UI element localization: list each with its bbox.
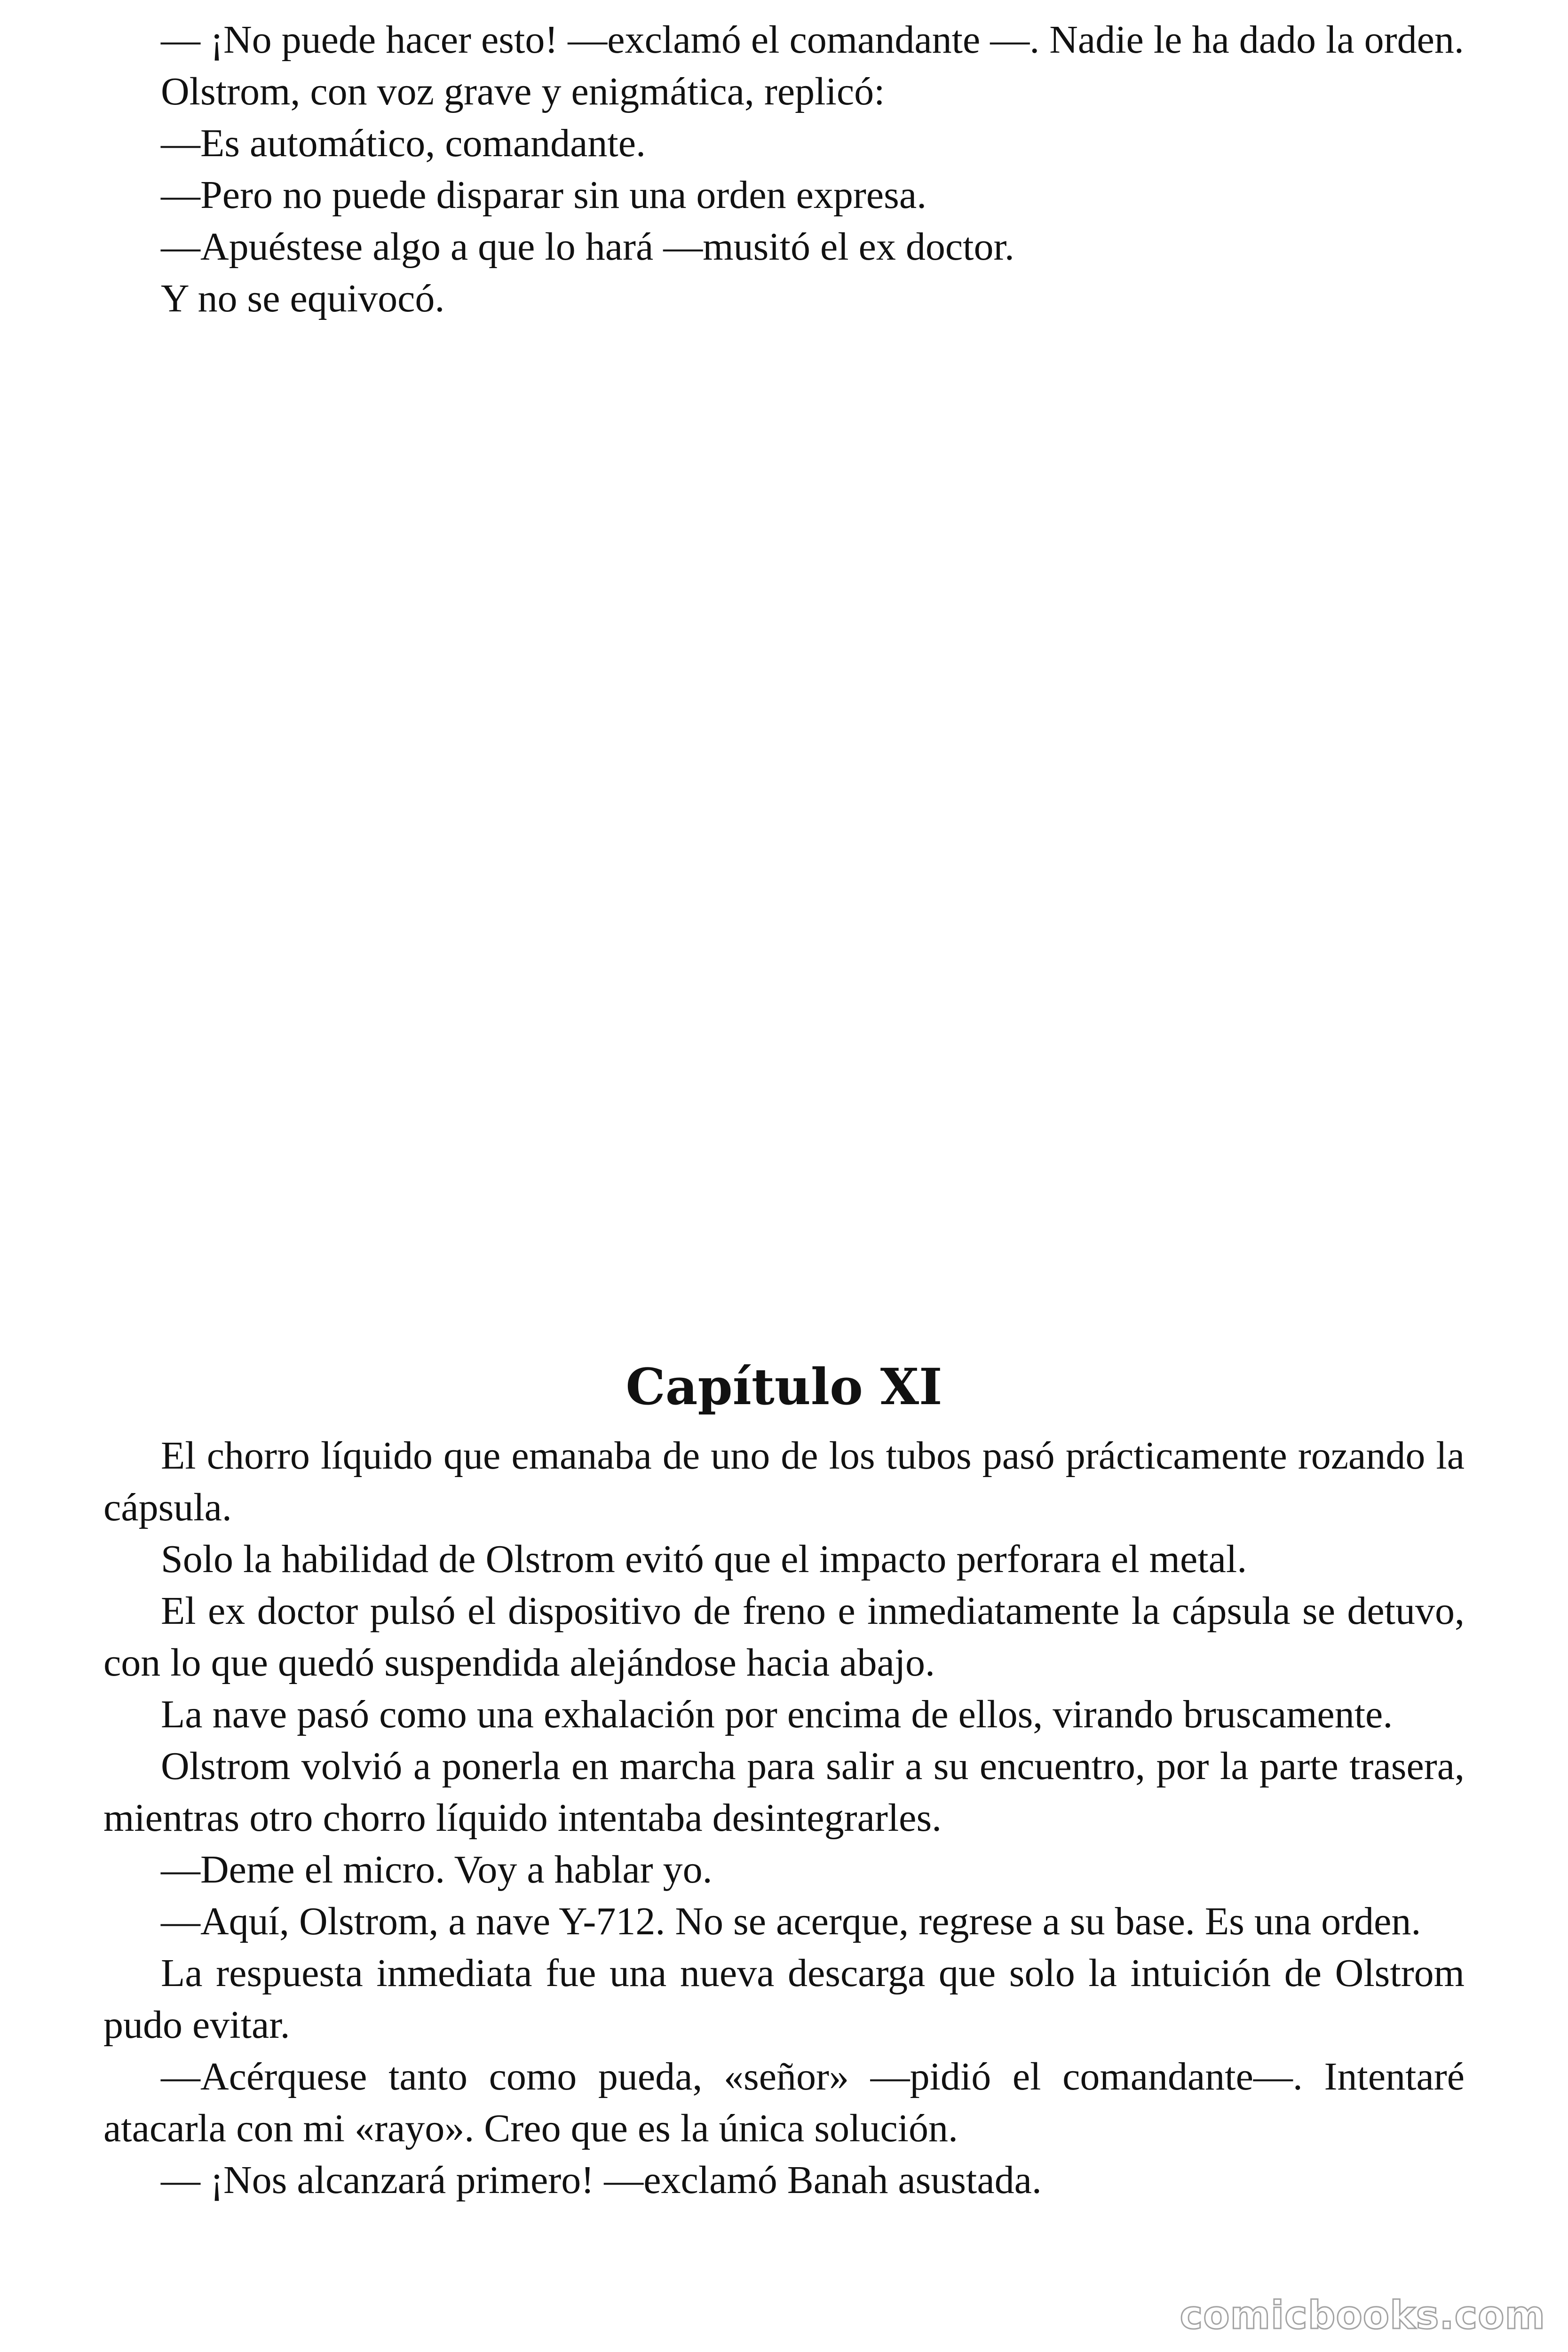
paragraph: Olstrom volvió a ponerla en marcha para salir a su encuentro, por la parte trasera, mientras otro chorro líquido intentaba desintegrarles. [103, 1744, 1465, 1840]
paragraph: La respuesta inmediata fue una nueva descarga que solo la intuición de Olstrom pudo evitar. [103, 1951, 1465, 2047]
chapter-title: Capítulo XI [626, 1357, 942, 1416]
paragraph: —Aquí, Olstrom, a nave Y-712. No se acerque, regrese a su base. Es una orden. [161, 1899, 1421, 1943]
paragraph: Solo la habilidad de Olstrom evitó que el impacto perforara el metal. [161, 1537, 1247, 1581]
paragraph: La nave pasó como una exhalación por encima de ellos, virando bruscamente. [161, 1692, 1393, 1736]
paragraph: Y no se equivocó. [161, 277, 445, 320]
paragraph: — ¡No puede hacer esto! —exclamó el comandante —. Nadie le ha dado la orden. [161, 18, 1464, 62]
top-text-block [103, 14, 1465, 325]
chapter-section [103, 1349, 1465, 2206]
paragraph: —Es automático, comandante. [161, 121, 646, 165]
paragraph: — ¡Nos alcanzará primero! —exclamó Banah asustada. [161, 2158, 1042, 2202]
paragraph: El ex doctor pulsó el dispositivo de freno e inmediatamente la cápsula se detuvo, con lo que quedó suspendida alejándose hacia abajo. [103, 1589, 1465, 1685]
paragraph: —Apuéstese algo a que lo hará —musitó el ex doctor. [161, 225, 1014, 269]
paragraph: El chorro líquido que emanaba de uno de los tubos pasó prácticamente rozando la cápsula. [103, 1434, 1465, 1529]
paragraph: —Pero no puede disparar sin una orden expresa. [161, 173, 927, 217]
paragraph: —Deme el micro. Voy a hablar yo. [161, 1848, 713, 1891]
paragraph: —Acérquese tanto como pueda, «señor» —pidió el comandante—. Intentaré atacarla con mi «rayo». Creo que es la única solución. [103, 2055, 1465, 2150]
watermark: comicbooks.com [1180, 2293, 1545, 2338]
book-page [103, 0, 1465, 2352]
paragraph: Olstrom, con voz grave y enigmática, replicó: [161, 70, 885, 113]
